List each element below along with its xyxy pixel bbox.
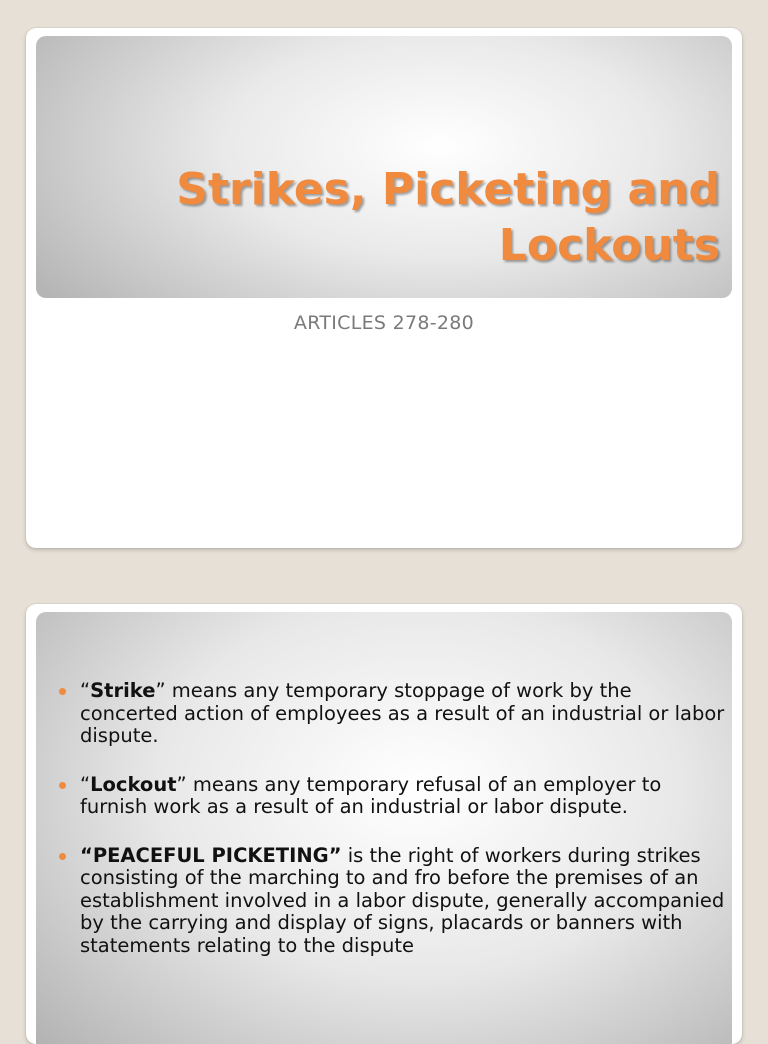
- open-quote: “: [80, 772, 91, 796]
- bullet-dot-icon: [59, 853, 66, 860]
- term-strike: Strike: [90, 679, 156, 702]
- bullet-peaceful-picketing: [56, 845, 728, 958]
- definitions-slide: [26, 604, 742, 1044]
- slide-subtitle: ARTICLES 278-280: [293, 312, 475, 334]
- slide-title-line-1: Strikes, Picketing and: [176, 164, 720, 215]
- definition-list: [56, 680, 728, 983]
- title-slide: [26, 28, 742, 548]
- definition-lockout: means any temporary refusal of an employer to furnish work as a result of an industrial or labor dispute.: [80, 772, 662, 818]
- open-quote: “: [80, 679, 91, 702]
- bullet-lockout: [56, 774, 728, 819]
- term-peaceful-picketing: “PEACEFUL PICKETING”: [80, 843, 342, 867]
- close-quote: ”: [155, 679, 166, 702]
- content-panel: [36, 612, 732, 1044]
- slide-title-line-2: Lockouts: [498, 220, 720, 271]
- definition-strike: means any temporary stoppage of work by the concerted action of employees as a result of an industrial or labor dispute.: [80, 679, 725, 747]
- bullet-dot-icon: [59, 688, 66, 695]
- bullet-dot-icon: [59, 782, 66, 789]
- term-lockout: Lockout: [90, 772, 177, 796]
- close-quote: ”: [176, 772, 187, 796]
- bullet-strike: [56, 680, 728, 748]
- slide-title: [176, 162, 720, 274]
- definition-peaceful-picketing: is the right of workers during strikes consisting of the marching to and fro before the premises of an establishment involved in a labor dispute, generally accompanied by the carrying and display of signs, placards or banners with statements relating to the dispute: [80, 843, 725, 957]
